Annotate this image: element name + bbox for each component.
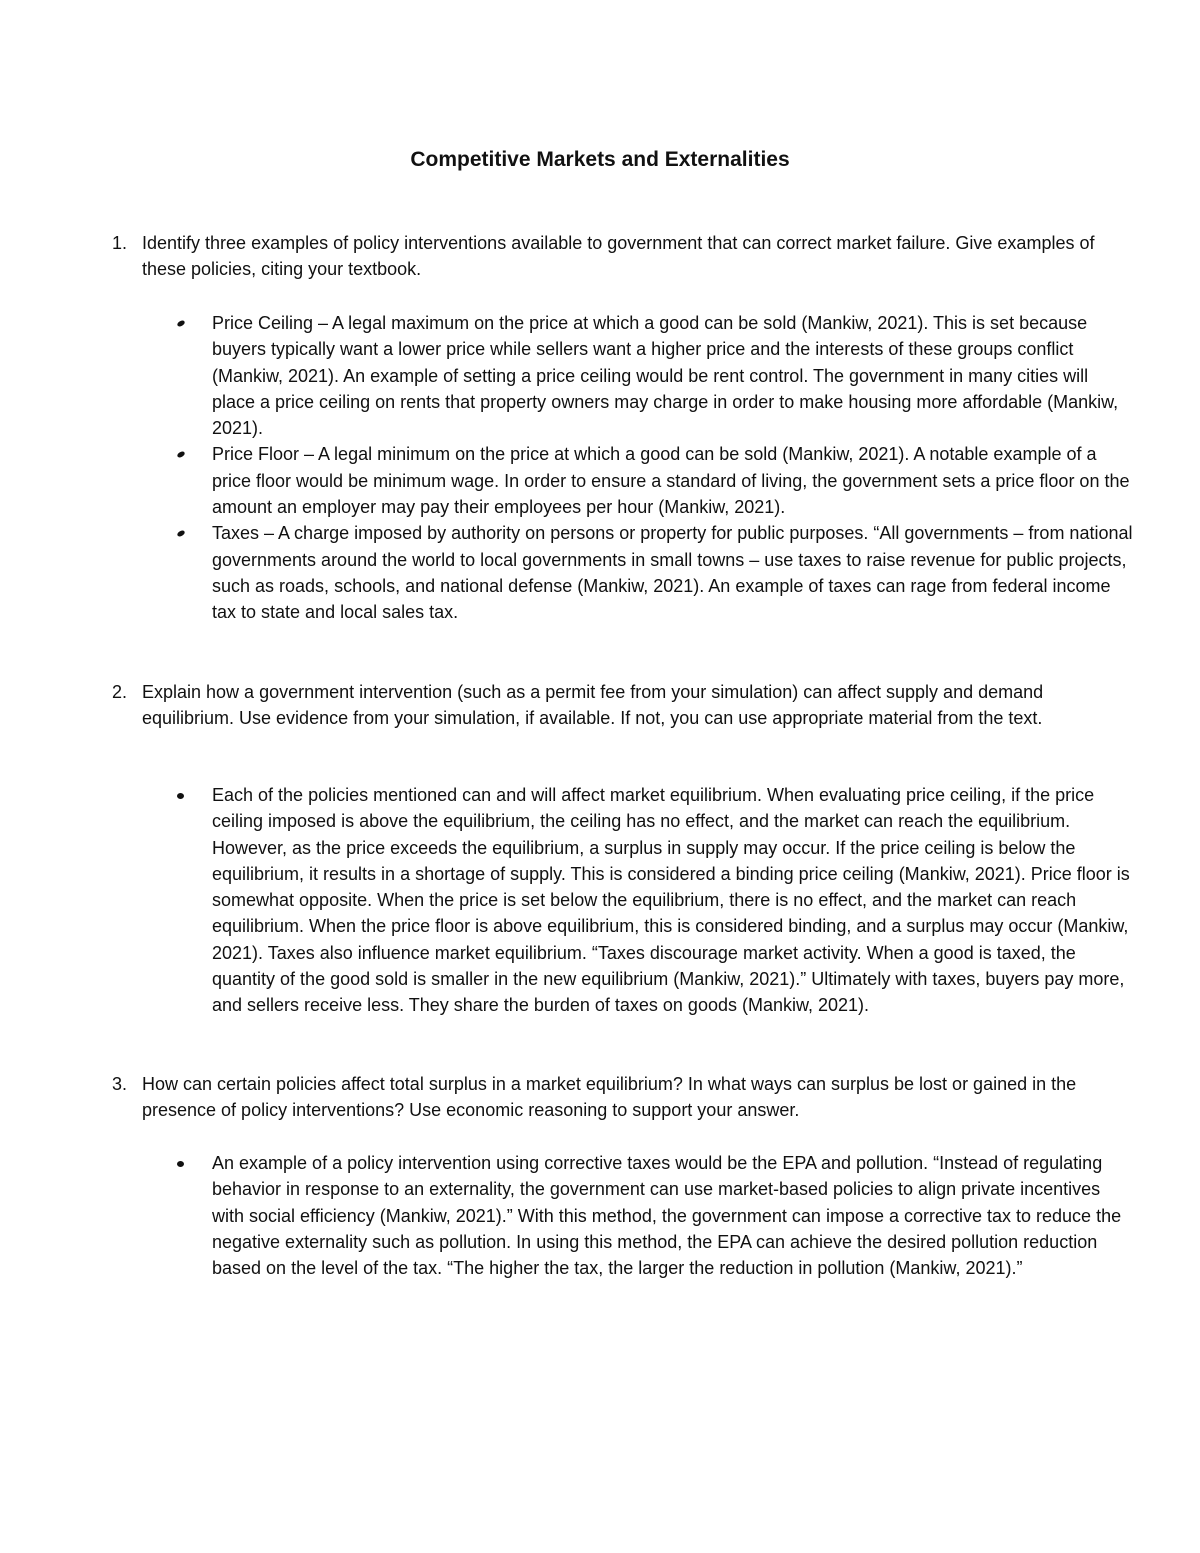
answer-text: Price Floor – A legal minimum on the price at which a good can be sold (Mankiw, 2021). A notable example of a price floor would be minimum wage. In order to ensure a standard of living, the government sets a price floor on the amount an employer may pay their employees per hour (Mankiw, 2021).: [212, 444, 1130, 518]
question-number: 3.: [112, 1074, 128, 1094]
list-item: [170, 1150, 1134, 1281]
question-text: Explain how a government intervention (such as a permit fee from your simulation) can affect supply and demand equilibrium. Use evidence from your simulation, if available. If not, you can use appropriate material from the text.: [142, 682, 1044, 728]
question-number: 2.: [112, 682, 128, 702]
document-title: Competitive Markets and Externalities: [410, 148, 790, 171]
list-item: [170, 520, 1134, 625]
question-text: How can certain policies affect total surplus in a market equilibrium? In what ways can surplus be lost or gained in the presence of policy interventions? Use economic reasoning to support your answer.: [142, 1074, 1077, 1120]
answer-text: Taxes – A charge imposed by authority on persons or property for public purposes. “All governments – from national governments around the world to local governments in small towns – use taxes to raise revenue for public projects, such as roads, schools, and national defense (Mankiw, 2021). An example of taxes can rage from federal income tax to state and local sales tax.: [212, 523, 1133, 623]
bullet-icon: [176, 451, 185, 459]
list-item: [170, 310, 1134, 441]
answer-text: Each of the policies mentioned can and will affect market equilibrium. When evaluating price ceiling, if the price ceiling imposed is above the equilibrium, the ceiling has no effect, and the market can reach the equilibrium. However, as the price exceeds the equilibrium, a surplus in supply may occur. If the price ceiling is below the equilibrium, it results in a shortage of supply. This is considered a binding price ceiling (Mankiw, 2021). Price floor is somewhat opposite. When the price is set below the equilibrium, there is no effect, and the market can reach equilibrium. When the price floor is above equilibrium, this is considered binding, and a surplus may occur (Mankiw, 2021). Taxes also influence market equilibrium. “Taxes discourage market activity. When a good is taxed, the quantity of the good sold is smaller in the new equilibrium (Mankiw, 2021).” Ultimately with taxes, buyers pay more, and sellers receive less. They share the burden of taxes on goods (Mankiw, 2021).: [212, 785, 1130, 1016]
bullet-icon: [176, 319, 185, 327]
bullet-icon: [177, 793, 184, 799]
answer-text: An example of a policy intervention using corrective taxes would be the EPA and pollution. “Instead of regulating behavior in response to an externality, the government can use market-based policies to align private incentives with social efficiency (Mankiw, 2021).” With this method, the government can impose a corrective tax to reduce the negative externality such as pollution. In using this method, the EPA can achieve the desired pollution reduction based on the level of the tax. “The higher the tax, the larger the reduction in pollution (Mankiw, 2021).”: [212, 1153, 1122, 1279]
question-2: [112, 679, 1132, 731]
answer-text: Price Ceiling – A legal maximum on the price at which a good can be sold (Mankiw, 2021). This is set because buyers typically want a lower price while sellers want a higher price and the interests of these groups conflict (Mankiw, 2021). An example of setting a price ceiling would be rent control. The government in many cities will place a price ceiling on rents that property owners may charge in order to make housing more affordable (Mankiw, 2021).: [212, 313, 1119, 439]
answer-list-2: [170, 782, 1134, 1019]
list-item: [170, 441, 1134, 520]
question-1: [112, 230, 1132, 282]
bullet-icon: [177, 1161, 184, 1167]
question-text: Identify three examples of policy interventions available to government that can correct market failure. Give examples of these policies, citing your textbook.: [142, 233, 1095, 279]
answer-list-3: [170, 1150, 1134, 1281]
answer-list-1: [170, 310, 1134, 626]
question-3: [112, 1071, 1132, 1123]
question-number: 1.: [112, 233, 128, 253]
list-item: [170, 782, 1134, 1019]
bullet-icon: [176, 530, 185, 538]
